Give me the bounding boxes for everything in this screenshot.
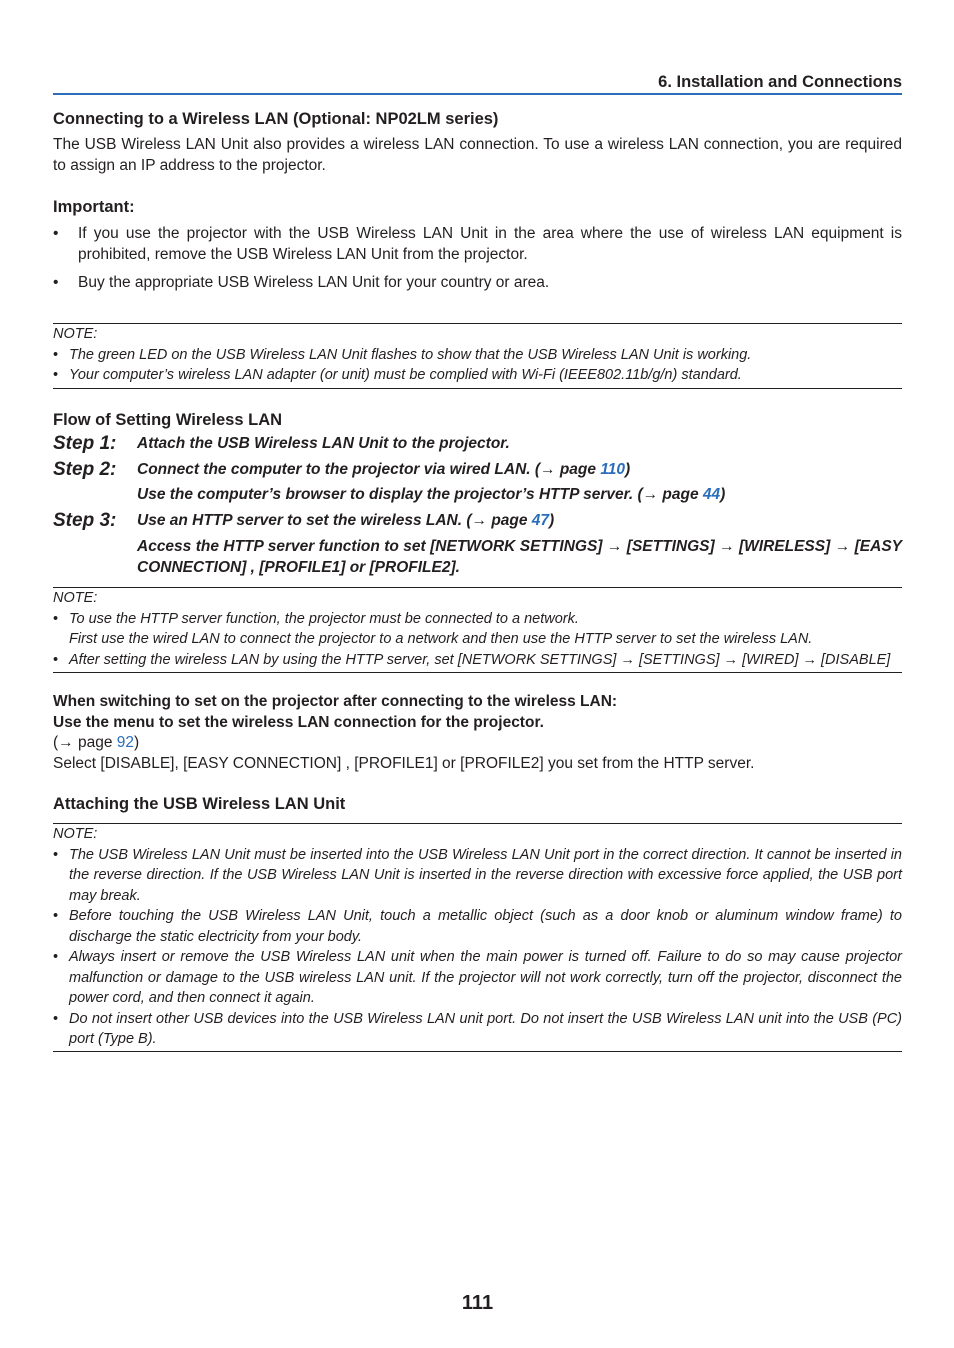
chapter-header: 6. Installation and Connections xyxy=(53,71,902,95)
step-3 xyxy=(53,510,902,580)
page-number: 111 xyxy=(461,1292,494,1314)
important-heading: Important: xyxy=(53,198,135,216)
note-box xyxy=(53,823,902,1052)
switching-subheading: Use the menu to set the wireless LAN connection for the projector. xyxy=(53,713,544,731)
note-item: • To use the HTTP server function, the projector must be connected to a network. First use the wired LAN to connect the projector to a network and then use the HTTP server to set the wireless LAN. xyxy=(53,609,902,650)
list-item: • Buy the appropriate USB Wireless LAN Unit for your country or area. xyxy=(53,273,902,294)
switching-block xyxy=(53,692,902,774)
step-1 xyxy=(53,433,902,457)
note-item: • Your computer’s wireless LAN adapter (or unit) must be complied with Wi-Fi (IEEE802.11b/g/n) standard. xyxy=(53,365,902,386)
list-item: • If you use the projector with the USB Wireless LAN Unit in the area where the use of wireless LAN equipment is prohibited, remove the USB Wireless LAN Unit from the projector. xyxy=(53,224,902,265)
switching-text: Select [DISABLE], [EASY CONNECTION] , [PROFILE1] or [PROFILE2] you set from the HTTP server. xyxy=(53,754,755,772)
page-link[interactable]: 92 xyxy=(116,734,135,751)
step-text: Access the HTTP server function to set [NETWORK SETTINGS] → [SETTINGS] → [WIRELESS] → [EASY CONNECTION] , [PROFILE1] or [PROFILE2]. xyxy=(137,538,902,576)
important-list xyxy=(53,224,902,302)
note-item: • Always insert or remove the USB Wireless LAN unit when the main power is turned off. Failure to do so may cause projector malfunction or damage to the USB wireless LAN unit. If the projector will not work correctly, turn off the projector, disconnect the power cord, and then connect it again. xyxy=(53,947,902,1009)
page-reference: (→ page 92) xyxy=(53,734,140,751)
note-label: NOTE: xyxy=(53,326,98,342)
note-item: • The USB Wireless LAN Unit must be inserted into the USB Wireless LAN Unit port in the correct direction. It cannot be inserted in the reverse direction. If the USB Wireless LAN Unit is inserted in the reverse direction with excessive force applied, the USB port may break. xyxy=(53,845,902,907)
flow-heading: Flow of Setting Wireless LAN xyxy=(53,411,283,429)
step-text: Use an HTTP server to set the wireless LAN. (→ page 47) xyxy=(137,512,555,529)
page-link[interactable]: 47 xyxy=(531,512,550,529)
section-heading: Connecting to a Wireless LAN (Optional: NP02LM series) xyxy=(53,110,499,128)
step-text: Attach the USB Wireless LAN Unit to the projector. xyxy=(137,435,510,452)
intro-paragraph: The USB Wireless LAN Unit also provides a wireless LAN connection. To use a wireless LAN connection, you are required to assign an IP address to the projector. xyxy=(53,136,902,174)
attaching-heading: Attaching the USB Wireless LAN Unit xyxy=(53,795,346,813)
page-link[interactable]: 110 xyxy=(600,461,626,478)
switching-heading: When switching to set on the projector after connecting to the wireless LAN: xyxy=(53,693,618,710)
note-item: • Do not insert other USB devices into the USB Wireless LAN unit port. Do not insert the USB Wireless LAN unit into the USB (PC) port (Type B). xyxy=(53,1009,902,1050)
page-link[interactable]: 44 xyxy=(702,486,721,503)
note-label: NOTE: xyxy=(53,826,98,842)
step-text: Connect the computer to the projector via wired LAN. (→ page 110) xyxy=(137,461,631,478)
note-item: • The green LED on the USB Wireless LAN Unit flashes to show that the USB Wireless LAN Unit is working. xyxy=(53,345,902,366)
note-item: • After setting the wireless LAN by using the HTTP server, set [NETWORK SETTINGS] → [SETTINGS] → [WIRED] → [DISABLE] xyxy=(53,650,902,671)
note-box xyxy=(53,323,902,389)
step-label: Step 3: xyxy=(53,510,117,531)
step-2 xyxy=(53,459,902,509)
step-text: Use the computer’s browser to display the projector’s HTTP server. (→ page 44) xyxy=(137,486,726,503)
note-label: NOTE: xyxy=(53,590,98,606)
note-box xyxy=(53,587,902,673)
step-label: Step 1: xyxy=(53,433,117,454)
step-label: Step 2: xyxy=(53,459,117,480)
note-item: • Before touching the USB Wireless LAN Unit, touch a metallic object (such as a door knob or aluminum window frame) to discharge the static electricity from your body. xyxy=(53,906,902,947)
